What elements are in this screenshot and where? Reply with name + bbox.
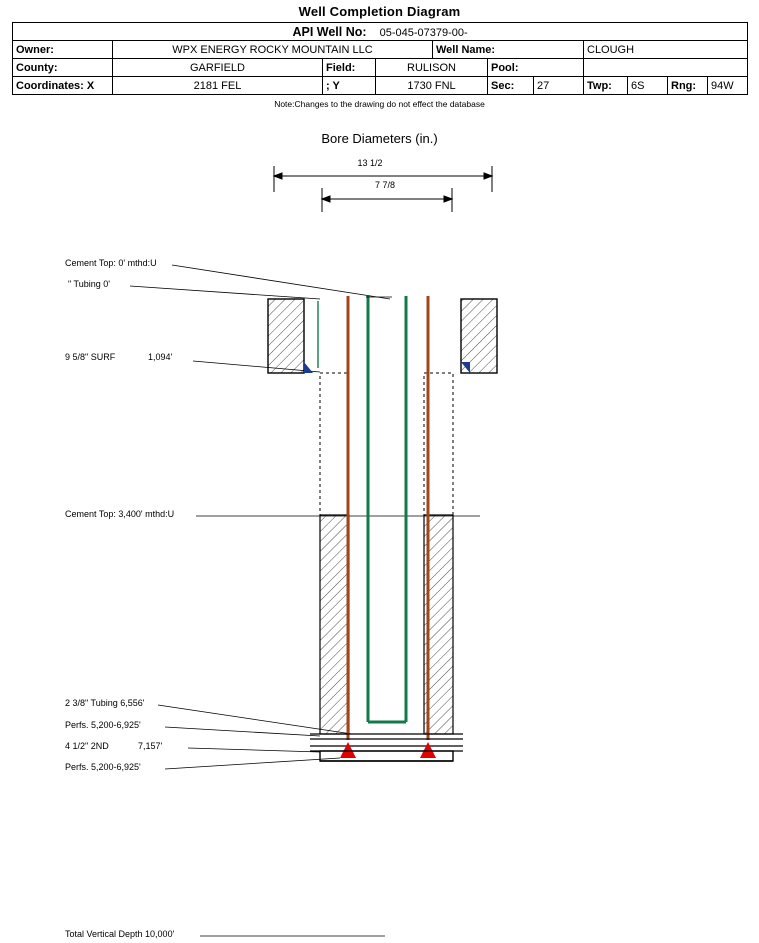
twp-label: Twp: xyxy=(584,77,628,95)
annotation-second-casing: 4 1/2" 2ND xyxy=(65,741,109,751)
perforation-bands xyxy=(310,734,463,751)
tubing-string-green xyxy=(368,296,406,722)
annotation-second-casing-depth: 7,157' xyxy=(138,741,163,751)
api-well-no-label: API Well No: xyxy=(292,24,367,39)
drawing-note: Note:Changes to the drawing do not effect the database xyxy=(274,99,485,109)
well-name-label: Well Name: xyxy=(433,41,584,59)
coordinates-x-value: 2181 FEL xyxy=(113,77,323,95)
annotation-surface-casing: 9 5/8" SURF xyxy=(65,352,116,362)
coordinates-y-value: 1730 FNL xyxy=(376,77,488,95)
production-casing-left-wall xyxy=(320,373,349,734)
pool-label: Pool: xyxy=(488,59,584,77)
bore-diameters-title: Bore Diameters (in.) xyxy=(321,131,438,146)
surface-casing-left xyxy=(268,299,304,373)
owner-label: Owner: xyxy=(13,41,113,59)
well-name-value: CLOUGH xyxy=(584,41,748,59)
rng-label: Rng: xyxy=(668,77,708,95)
coordinates-y-label: ; Y xyxy=(323,77,376,95)
sec-label: Sec: xyxy=(488,77,534,95)
rng-value: 94W xyxy=(708,77,748,95)
page-title: Well Completion Diagram xyxy=(298,4,461,19)
annotation-tubing-0: " Tubing 0' xyxy=(68,279,110,289)
bore-dimension-inner-label: 7 7/8 xyxy=(374,180,396,190)
annotation-cement-top-0: Cement Top: 0' mthd:U xyxy=(65,258,157,268)
perforation-marks xyxy=(340,742,436,758)
sec-value: 27 xyxy=(534,77,584,95)
annotation-perfs-upper: Perfs. 5,200-6,925' xyxy=(65,720,141,730)
annotation-cement-top-3400: Cement Top: 3,400' mthd:U xyxy=(65,509,175,519)
annotation-total-vertical-depth: Total Vertical Depth 10,000' xyxy=(65,929,175,939)
annotation-perfs-lower: Perfs. 5,200-6,925' xyxy=(65,762,141,772)
twp-value: 6S xyxy=(628,77,668,95)
county-label: County: xyxy=(13,59,113,77)
bore-dimension-outer-label: 13 1/2 xyxy=(357,158,383,168)
annotation-tubing-6556: 2 3/8" Tubing 6,556' xyxy=(65,698,145,708)
api-well-no-value: 05-045-07379-00- xyxy=(379,26,468,39)
owner-value: WPX ENERGY ROCKY MOUNTAIN LLC xyxy=(113,41,433,59)
coordinates-x-label: Coordinates: X xyxy=(13,77,113,95)
field-label: Field: xyxy=(323,59,376,77)
surface-casing-right xyxy=(461,299,497,373)
county-value: GARFIELD xyxy=(113,59,323,77)
bore-dimension-outer xyxy=(274,166,492,192)
casing-shoe-left-icon xyxy=(304,362,313,373)
annotation-surface-casing-depth: 1,094' xyxy=(148,352,173,362)
bore-dimension-inner xyxy=(322,188,452,212)
field-value: RULISON xyxy=(376,59,488,77)
